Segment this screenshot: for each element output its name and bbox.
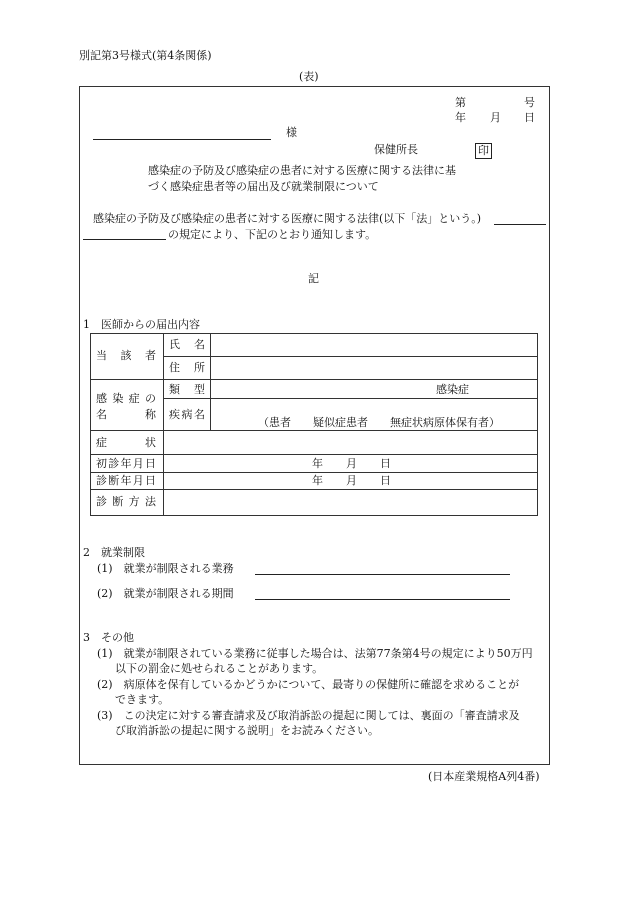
law-article-field-2[interactable] [83, 239, 166, 240]
table-rule [90, 489, 538, 490]
section3-item-3-line-1: (3) この決定に対する審査請求及び取消訴訟の提起に関しては、裏面の「審査請求及 [97, 709, 520, 722]
issuer-title: 保健所長 [374, 143, 418, 156]
disease-label-line-1: 感染症の [96, 392, 156, 405]
section3-item-2-line-1: (2) 病原体を保有しているかどうかについて、最寄りの保健所に確認を求めることが [97, 678, 520, 691]
type-suffix: 感染症 [436, 383, 469, 396]
section2-item-2: (2) 就業が制限される期間 [97, 587, 234, 600]
disease-name-label: 疾病名 [169, 408, 205, 421]
symptom-label: 症 状 [96, 436, 156, 449]
patient-label: 当 該 者 [96, 349, 156, 362]
disease-status-options: （患者 疑似症患者 無症状病原体保有者） [258, 416, 500, 429]
diagnosis-year: 年 [312, 474, 323, 487]
diagnosis-month: 月 [346, 474, 357, 487]
date-day: 日 [524, 111, 535, 124]
number-suffix: 号 [524, 96, 535, 109]
table-rule [210, 333, 211, 430]
intro-line-1: 感染症の予防及び感染症の患者に対する医療に関する法律(以下「法」という。) [93, 212, 482, 225]
addressee-line[interactable] [93, 139, 271, 140]
section1-heading: 1 医師からの届出内容 [83, 318, 200, 331]
law-article-field[interactable] [494, 224, 546, 225]
date-month: 月 [490, 111, 501, 124]
address-label: 住 所 [169, 361, 205, 374]
table-rule [164, 398, 538, 399]
addressee-suffix: 様 [286, 126, 297, 139]
first-visit-year: 年 [312, 457, 323, 470]
form-id: 別記第3号様式(第4条関係) [79, 49, 212, 62]
table-rule [90, 454, 538, 455]
section3-item-1-line-2: 以下の罰金に処せられることがあります。 [115, 662, 324, 675]
disease-label-line-2: 名 称 [96, 408, 156, 421]
first-visit-day: 日 [380, 457, 391, 470]
method-label: 診 断 方 法 [96, 495, 156, 508]
section3-item-3-line-2: び取消訴訟の提起に関する説明」をお読みください。 [115, 724, 379, 737]
diagnosis-date-label: 診断年月日 [96, 474, 156, 487]
table-rule [90, 472, 538, 473]
table-rule [90, 379, 538, 380]
table-rule [163, 333, 164, 516]
table-rule [164, 356, 538, 357]
name-label: 氏 名 [169, 338, 205, 351]
section2-heading: 2 就業制限 [83, 546, 145, 559]
section3-item-1-line-1: (1) 就業が制限されている業務に従事した場合は、法第77条第4号の規定により50万円 [97, 647, 533, 660]
seal-mark: 印 [475, 143, 492, 159]
side-label: (表) [299, 70, 319, 83]
restricted-work-field[interactable] [255, 574, 510, 575]
first-visit-label: 初診年月日 [96, 457, 156, 470]
number-prefix: 第 [455, 96, 466, 109]
section3-heading: 3 その他 [83, 631, 134, 644]
subject-line-2: づく感染症患者等の届出及び就業制限について [148, 180, 379, 193]
paper-size-note: (日本産業規格A列4番) [428, 770, 540, 783]
diagnosis-day: 日 [380, 474, 391, 487]
restricted-period-field[interactable] [255, 599, 510, 600]
table-rule [90, 430, 538, 431]
section3-item-2-line-2: できます。 [115, 693, 170, 706]
ki-heading: 記 [308, 272, 319, 285]
first-visit-month: 月 [346, 457, 357, 470]
subject-line-1: 感染症の予防及び感染症の患者に対する医療に関する法律に基 [148, 164, 456, 177]
section2-item-1: (1) 就業が制限される業務 [97, 562, 234, 575]
type-label: 類 型 [169, 383, 205, 396]
date-year: 年 [455, 111, 466, 124]
intro-line-2: の規定により、下記のとおり通知します。 [168, 228, 377, 241]
